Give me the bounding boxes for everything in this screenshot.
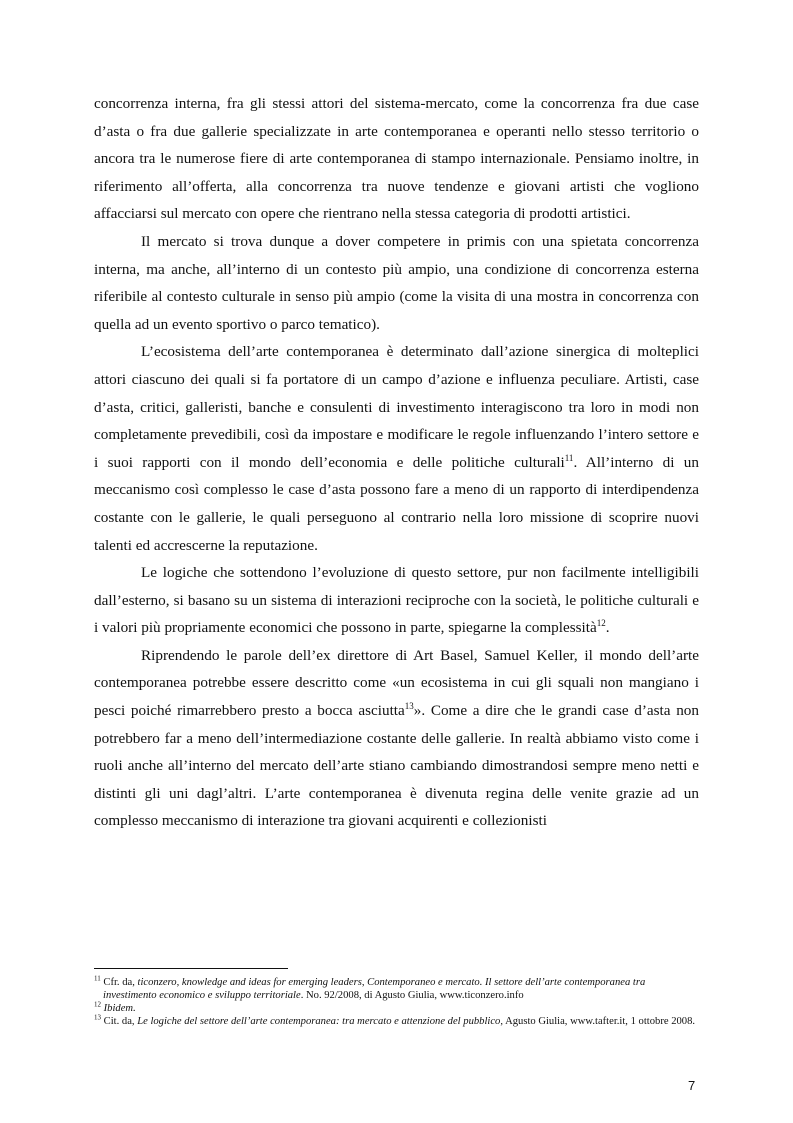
footnote-reference[interactable]: 12: [596, 618, 606, 629]
page-number: 7: [688, 1078, 696, 1093]
paragraph: Il mercato si trova dunque a dover competere in primis con una spietata concorrenza interna, ma anche, all’interno di un contesto più ampio, una condizione di concorrenza esterna riferibile al contesto culturale in senso più ampio (come la visita di una mostra in concorrenza con quella ad un evento sportivo o parco tematico).: [94, 232, 699, 333]
footnote: $^{13}$ Cit. da, Le logiche del settore dell’arte contemporanea: tra mercato e attenzione del pubblico, Agusto Giulia, www.tafter.it, 1 ottobre 2008.: [94, 1013, 696, 1027]
footnote-reference[interactable]: 11: [564, 452, 574, 463]
footnote-number: 13: [94, 1013, 101, 1022]
footnotes: [94, 976, 699, 1028]
paragraph: concorrenza interna, fra gli stessi attori del sistema-mercato, come la concorrenza fra due case d’asta o fra due gallerie specializzate in arte contemporanea e operanti nello stesso territorio o ancora tra le numerose fiere di arte contemporanea di stampo internazionale. Pensiamo inoltre, in riferimento all’offerta, alla concorrenza tra nuove tendenze e giovani artisti che vogliono affacciarsi sul mercato con opere che rientrano nella stessa categoria di prodotti artistici.: [94, 95, 699, 223]
footnote: $^{11}$ Cfr. da, ticonzero, knowledge and ideas for emerging leaders, Contemporaneo e mercato. Il settore dell’arte contemporanea tra investimento economico e sviluppo territoriale. No. 92/2008, di Agusto Giulia, www.ticonzero.info: [94, 974, 646, 1001]
footnote-separator: [94, 968, 288, 969]
paragraph: L’ecosistema dell’arte contemporanea è determinato dall’azione sinergica di molteplici attori ciascuno dei quali si fa portatore di un campo d’azione e influenza peculiare. Artisti, case d’asta, critici, galleristi, banche e consulenti di investimento interagiscono tra loro in modi non completamente prevedibili, così da impostare e modificare le regole influenzando l’intero settore e i suoi rapporti con il mondo dell’economia e delle politiche culturali$^{11}$. All’interno di un meccanismo così complesso le case d’asta possono fare a meno di un rapporto di interdipendenza costante con le gallerie, le quali perseguono al contrario nella loro missione di scoprire nuovi talenti ed accrescerne la reputazione.: [94, 343, 699, 554]
paragraph: Riprendendo le parole dell’ex direttore di Art Basel, Samuel Keller, il mondo dell’arte contemporanea potrebbe essere descritto come «un ecosistema in cui gli squali non mangiano i pesci poiché rimarrebbero presto a bocca asciutta$^{13}$». Come a dire che le grandi case d’asta non potrebbero far a meno dell’intermediazione costante delle gallerie. In realtà abbiamo visto come i ruoli anche all’interno del mercato dell’arte stiano cambiando dimostrandosi sempre meno netti e distinti gli uni dagl’altri. L’arte contemporanea è divenuta regina delle venite grazie ad un complesso meccanismo di interazione tra giovani acquirenti e collezionisti: [94, 646, 699, 830]
footnote-number: 11: [94, 974, 101, 983]
body-text: [94, 90, 699, 835]
footnote-reference[interactable]: 13: [404, 701, 414, 711]
footnote: $^{12}$ Ibidem.: [94, 1000, 136, 1014]
footnote-number: 12: [94, 1000, 101, 1009]
paragraph: Le logiche che sottendono l’evoluzione di questo settore, pur non facilmente intelligibili dall’esterno, si basano su un sistema di interazioni reciproche con la società, le politiche culturali e i valori più propriamente economici che possono in parte, spiegarne la complessità$^{12}$.: [94, 564, 699, 637]
